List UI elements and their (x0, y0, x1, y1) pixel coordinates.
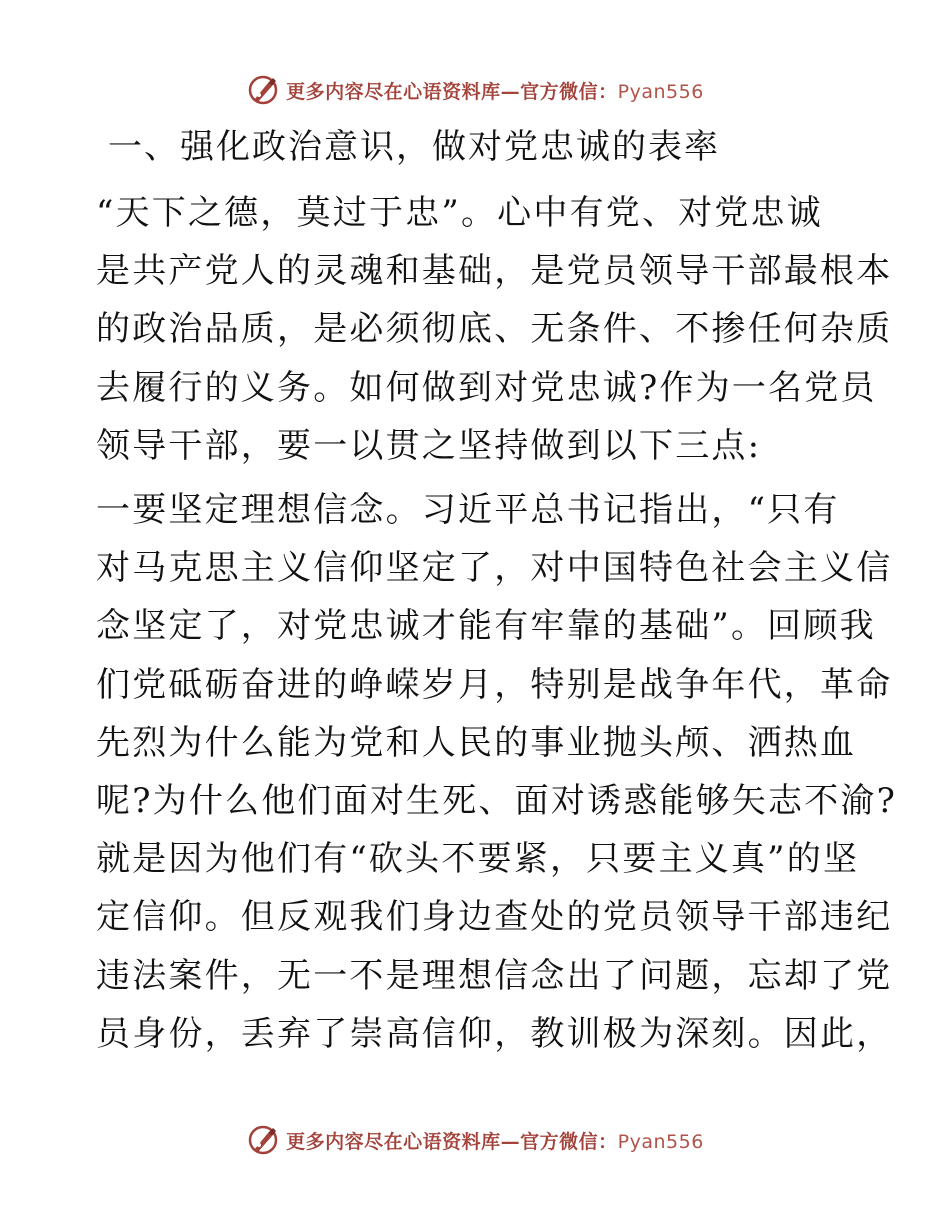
text-line: 员身份，丢弃了崇高信仰，教训极为深刻。因此， (96, 1013, 893, 1054)
text-line: 去履行的义务。如何做到对党忠诚?作为一名党员 (96, 367, 877, 408)
paragraph-ideals (96, 481, 898, 1063)
watermark-text (286, 1127, 704, 1154)
header-watermark-banner (0, 70, 950, 110)
paragraph-intro (96, 184, 893, 475)
text-line: 呢?为什么他们面对生死、面对诱惑能够矢志不渝? (96, 781, 898, 822)
text-line: 一要坚定理想信念。习近平总书记指出，“只有 (96, 490, 840, 531)
text-line: 的政治品质，是必须彻底、无条件、不掺任何杂质 (96, 309, 893, 350)
text-line: 就是因为他们有“砍头不要紧，只要主义真”的坚 (96, 839, 860, 880)
watermark-contact-id: Pyan556 (617, 1130, 704, 1153)
section-heading: 一、强化政治意识，做对党忠诚的表率 (108, 127, 720, 167)
text-line: 先烈为什么能为党和人民的事业抛头颅、洒热血 (96, 722, 857, 763)
text-line: 违法案件，无一不是理想信念出了问题，忘却了党 (96, 955, 893, 996)
text-line: “天下之德，莫过于忠”。心中有党、对党忠诚 (96, 193, 823, 233)
watermark-text (286, 77, 704, 104)
watermark-site-label: 更多内容尽在心语资料库—官方微信： (286, 80, 618, 103)
text-line: 念坚定了，对党忠诚才能有牢靠的基础”。回顾我 (96, 606, 876, 647)
pen-logo-icon (246, 73, 280, 107)
document-body (96, 118, 898, 1069)
watermark-contact-id: Pyan556 (617, 80, 704, 103)
watermark-site-label: 更多内容尽在心语资料库—官方微信： (286, 1130, 618, 1153)
pen-logo-icon (246, 1123, 280, 1157)
text-line: 定信仰。但反观我们身边查处的党员领导干部违纪 (96, 897, 893, 938)
text-line: 是共产党人的灵魂和基础，是党员领导干部最根本 (96, 251, 893, 292)
text-line: 们党砥砺奋进的峥嵘岁月，特别是战争年代，革命 (96, 664, 893, 705)
text-line: 对马克思主义信仰坚定了，对中国特色社会主义信 (96, 548, 893, 589)
text-line: 领导干部，要一以贯之坚持做到以下三点: (96, 425, 762, 466)
footer-watermark-banner (0, 1120, 950, 1160)
